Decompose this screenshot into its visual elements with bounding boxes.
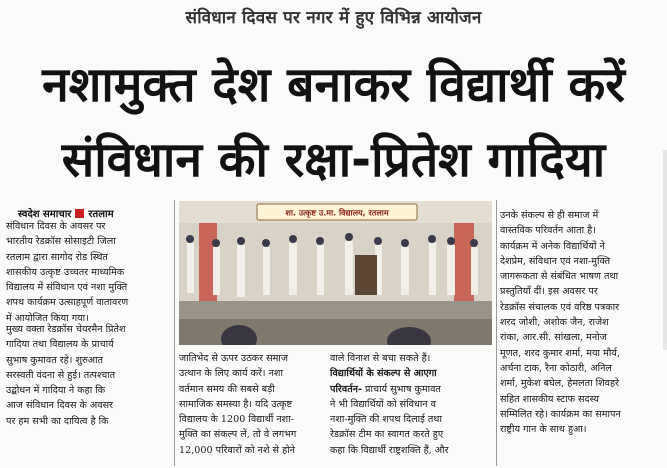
text-line: मुक्ति का संकल्प लें, तो वे लगभग <box>179 429 297 441</box>
text-line: कार्यक्रम में अनेक विद्यार्थियों ने <box>500 240 605 252</box>
text-line: विद्यालय में संविधान एवं नशा मुक्ति <box>6 282 128 294</box>
subheading-tail: परिवर्तन- <box>330 383 362 395</box>
byline-source: स्वदेश समाचार <box>18 209 72 220</box>
column-middle-a <box>179 351 326 458</box>
kicker-text: संविधान दिवस पर नगर में हुए विभिन्न आयोजन <box>185 7 482 28</box>
text-line: वाले विनाश से बचा सकते हैं। <box>330 353 431 364</box>
text-line: प्रस्तुतियाँ दीं। इस अवसर पर <box>500 286 598 298</box>
text-line: संविधान दिवस के अवसर पर <box>6 221 106 232</box>
text-line: ने भी विद्यार्थियों को संविधान व <box>330 398 437 410</box>
text-line: शपथ कार्यक्रम उत्साहपूर्ण वातावरण <box>6 297 129 309</box>
text-line <box>330 382 491 397</box>
text-line: सम्मिलित रहे। कार्यक्रम का समापन <box>500 408 621 420</box>
text-line: उत्थान के लिए कार्य करें। नशा <box>179 368 283 380</box>
text-line: सरस्वती वंदना से हुई। तत्पश्चात <box>6 369 116 381</box>
text-run: प्राचार्य सुभाष कुमावत <box>365 383 441 395</box>
headline-line-1: नशामुक्त देश बनाकर विद्यार्थी करें <box>42 57 625 113</box>
kicker-strap <box>0 2 667 30</box>
column-divider <box>174 200 175 466</box>
text-line: कहा कि विद्यार्थी राष्ट्रशक्ति हैं, और <box>330 444 449 456</box>
text-line: सुभाष कुमावत रहे। शुरुआत <box>6 354 103 366</box>
text-line: रेडक्रॉस संचालक एवं वरिष्ठ पत्रकार <box>500 301 620 313</box>
text-line: रेडक्रॉस टीम का स्वागत करते हुए <box>330 429 444 441</box>
text-line: सहित शासकीय स्टाफ सदस्य <box>500 393 599 405</box>
text-line: अर्चना टाक, रैना कोठारी, अनिल <box>500 362 612 374</box>
headline-line-2: संविधान की रक्षा-प्रितेश गादिया <box>61 132 606 188</box>
column-left-top <box>6 219 170 326</box>
column-left-bottom <box>6 322 170 429</box>
text-line: सामाजिक समस्या है। यदि उत्कृष्ट <box>179 398 293 410</box>
byline-city: रतलाम <box>88 209 114 220</box>
text-line: शासकीय उत्कृष्ट उच्चतर माध्यमिक <box>6 266 125 278</box>
text-line: शर्मा, मुकेश बघेल, हेमलता शिवहरे <box>500 378 619 390</box>
byline-square-icon <box>75 209 84 218</box>
text-line: जातिभेद से ऊपर उठकर समाज <box>179 353 288 364</box>
text-line: उद्बोधन में गादिया ने कहा कि <box>6 385 106 397</box>
column-middle-b <box>330 351 491 458</box>
column-divider <box>496 200 497 466</box>
text-line: देशप्रेम, संविधान एवं नशा-मुक्ति <box>500 255 611 267</box>
text-line: 12,000 परिवारों को नशे से होने <box>179 444 295 456</box>
text-line: राष्ट्रीय गान के साथ हुआ। <box>500 424 587 436</box>
text-line: जागरूकता से संबंधित भाषण तथा <box>500 271 619 283</box>
text-line: शरद जोशी, अशोक जैन, राजेश <box>500 317 609 329</box>
text-line: मूणत, शरद कुमार शर्मा, मया मौर्य, <box>500 347 620 359</box>
column-right <box>500 208 661 437</box>
text-line: विद्यालय के 1200 विद्यार्थी नशा- <box>179 414 294 426</box>
text-line: रतलाम द्वारा सागोद रोड स्थित <box>6 251 108 263</box>
photo-banner-text: शा. उत्कृष्ट उ.मा. विद्यालय, रतलाम <box>285 208 389 218</box>
text-line: आज संविधान दिवस के अवसर <box>6 400 113 412</box>
text-line: वास्तविक परिवर्तन आता है। <box>500 225 596 237</box>
text-line: भारतीय रेडक्रॉस सोसाइटी जिला <box>6 236 116 248</box>
event-photo-illustration <box>179 201 492 345</box>
text-line: मुख्य वक्ता रेडक्रॉस चेयरमैन प्रितेश <box>6 324 126 335</box>
text-line: गादिया तथा विद्यालय के प्राचार्य <box>6 339 114 351</box>
event-photo <box>179 201 492 345</box>
byline <box>18 206 114 220</box>
text-line: नशा-मुक्ति की शपथ दिलाई तथा <box>330 414 442 426</box>
page-edge <box>663 150 667 350</box>
text-line: उनके संकल्प से ही समाज में <box>500 210 599 221</box>
text-line: वर्तमान समय की सबसे बड़ी <box>179 383 275 395</box>
text-line: पर हम सभी का दायित्व है कि <box>6 415 109 427</box>
subheading: विद्यार्थियों के संकल्प से आएगा <box>330 368 437 380</box>
text-line: में आयोजित किया गया। <box>6 312 89 324</box>
text-line: रांका, आर.सी. सांखला, मनोज <box>500 332 607 344</box>
